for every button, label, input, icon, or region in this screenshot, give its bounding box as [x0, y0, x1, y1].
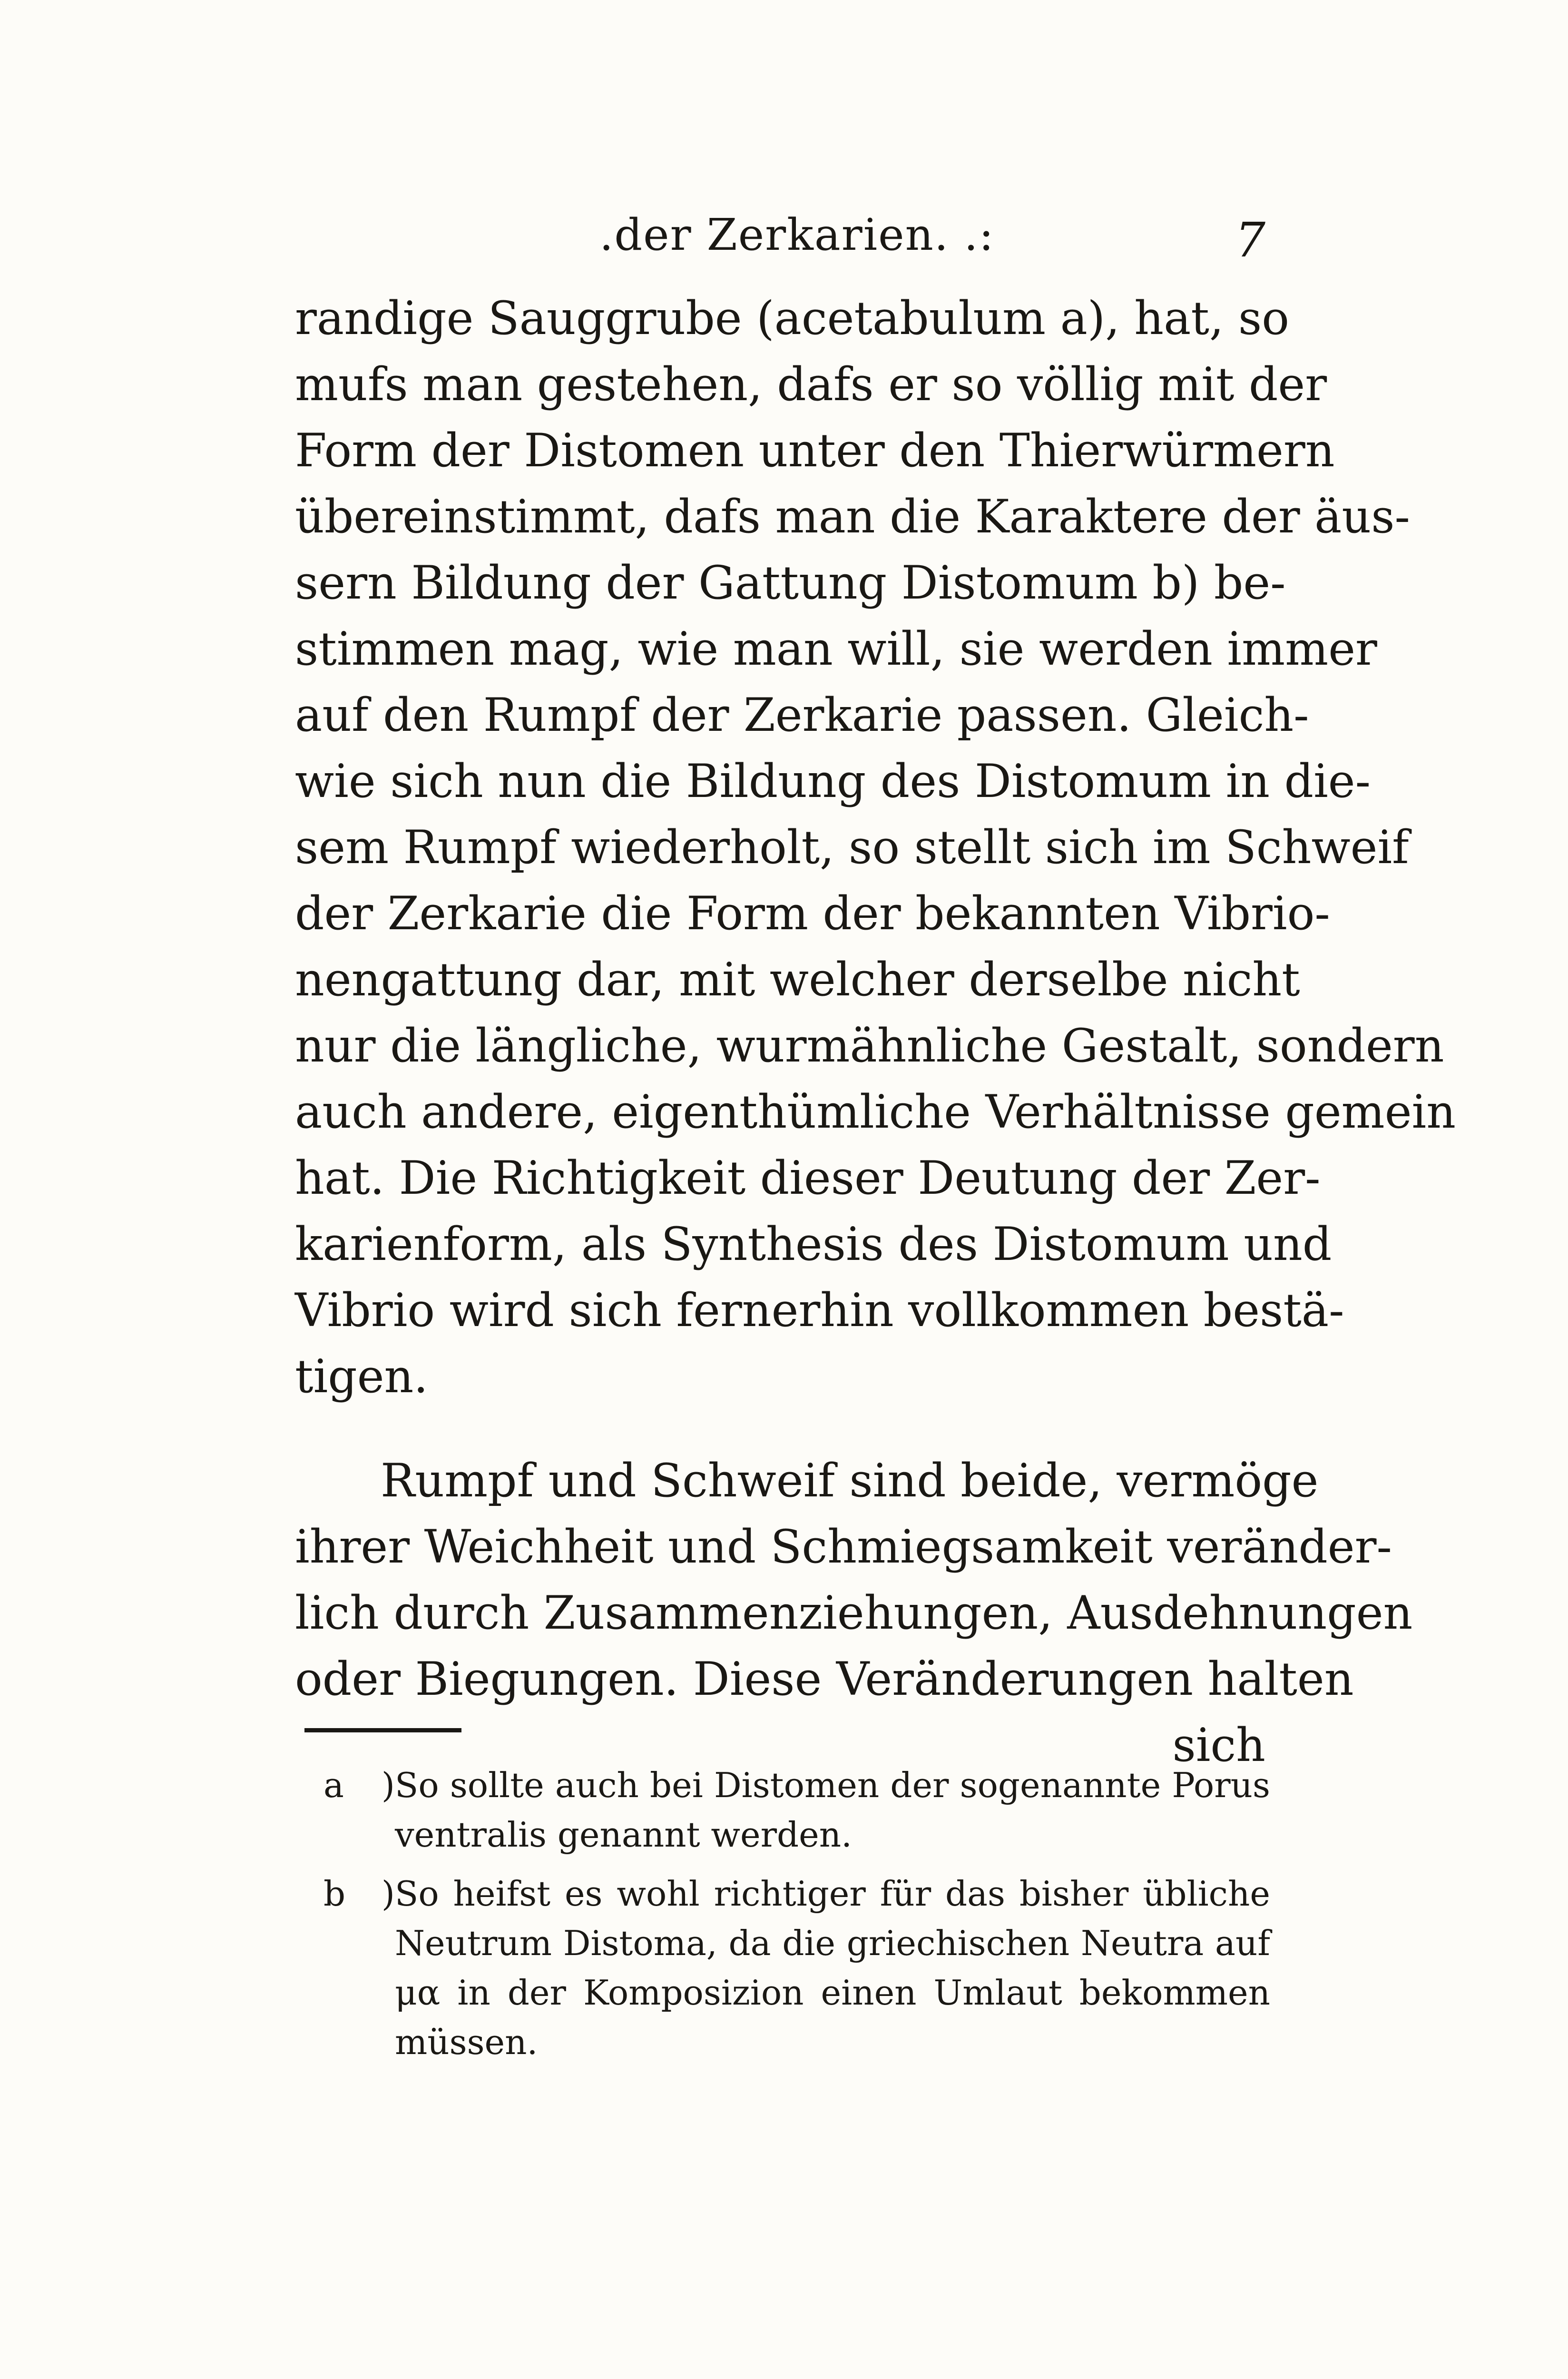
footnote-line: So heifst es wohl richtiger für das bisher übliche: [395, 1874, 1270, 1914]
running-head: .der Zerkarien. .:: [599, 209, 995, 260]
text-line: Form der Distomen unter den Thierwürmern: [295, 424, 1335, 477]
footnote-b: [323, 1869, 1270, 2067]
text-line: der Zerkarie die Form der bekannten Vibrio-: [295, 887, 1330, 940]
footnote-mark: b ): [323, 1874, 395, 1914]
body-text: [295, 285, 1456, 1779]
page-header: [295, 209, 1265, 276]
text-line: nengattung dar, mit welcher derselbe nicht: [295, 953, 1300, 1006]
text-line: auch andere, eigenthümliche Verhältnisse gemein: [295, 1085, 1456, 1139]
text-line: wie sich nun die Bildung des Distomum in die-: [295, 755, 1371, 808]
text-line: hat. Die Richtigkeit dieser Deutung der Zer-: [295, 1151, 1321, 1205]
text-line: lich durch Zusammenziehungen, Ausdehnungen: [295, 1586, 1413, 1640]
text-line: karienform, als Synthesis des Distomum und: [295, 1218, 1332, 1271]
footnotes: [323, 1760, 1270, 2076]
text-line: mufs man gestehen, dafs er so völlig mit der: [295, 358, 1327, 411]
text-line: Rumpf und Schweif sind beide, vermöge: [381, 1454, 1319, 1507]
paragraph-1: [295, 285, 1456, 1410]
text-line: übereinstimmt, dafs man die Karaktere der äus-: [295, 490, 1410, 543]
page-number: 7: [1235, 212, 1265, 268]
paragraph-gap: [295, 1410, 1265, 1448]
catchword: sich: [1172, 1719, 1265, 1772]
text-line: auf den Rumpf der Zerkarie passen. Gleich-: [295, 688, 1309, 742]
text-line: randige Sauggrube (acetabulum a), hat, so: [295, 292, 1290, 345]
footnote-line: müssen.: [395, 2022, 538, 2062]
text-line: oder Biegungen. Diese Veränderungen halten: [295, 1652, 1354, 1706]
text-line: ihrer Weichheit und Schmiegsamkeit veränder-: [295, 1520, 1392, 1573]
footnote-a: [323, 1760, 1270, 1859]
text-line: sem Rumpf wiederholt, so stellt sich im Schweif: [295, 821, 1409, 874]
text-line: sern Bildung der Gattung Distomum b) be-: [295, 556, 1286, 609]
text-line: Vibrio wird sich fernerhin vollkommen bestä-: [295, 1284, 1344, 1337]
footnote-line: ventralis genannt werden.: [395, 1815, 852, 1855]
text-line: tigen.: [295, 1350, 428, 1403]
text-line: nur die längliche, wurmähnliche Gestalt, sondern: [295, 1019, 1444, 1072]
text-line: stimmen mag, wie man will, sie werden immer: [295, 622, 1377, 676]
footnote-line: Neutrum Distoma, da die griechischen Neutra auf: [395, 1923, 1270, 1963]
footnote-line: μα in der Komposizion einen Umlaut bekommen: [395, 1973, 1270, 2013]
footnote-rule: [304, 1728, 461, 1732]
footnote-line: So sollte auch bei Distomen der sogenannte Porus: [395, 1765, 1270, 1805]
footnote-mark: a ): [323, 1765, 395, 1805]
